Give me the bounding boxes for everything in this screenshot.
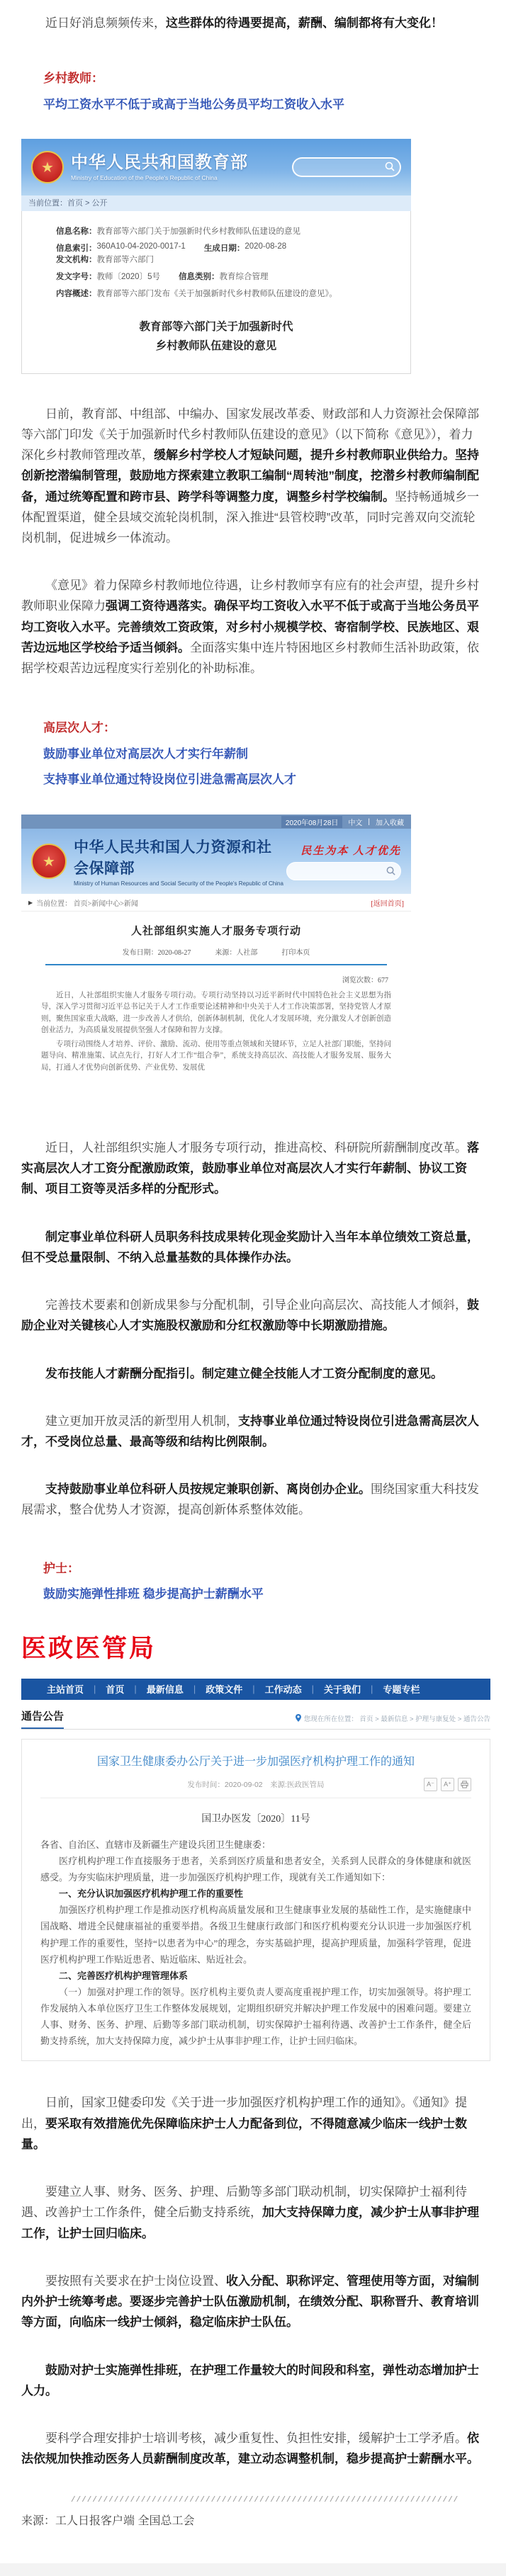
teachers-paragraph-1: 日前，教育部、中组部、中编办、国家发展改革委、财政部和人力资源社会保障部等六部门印发《关于加强新时代乡村教师队伍建设的意见》（以下简称《意见》），着力深化乡村教师管理改革，缓解乡村学校人才短缺问题，提升乡村教师职业供给力。坚持创新挖潜编制管理，鼓励地方探索建立教职工编制“周转池”制度，挖潜乡村教师编制配备，通过统筹配置和跨市县、跨学科等调整力度，调整乡村学校编制。坚持畅通城乡一体配置渠道，健全县域交流轮岗机制，深入推进“县管校聘”改革，同时完善双向交流轮岗机制，促进城乡一体流动。 <box>21 407 479 545</box>
nhc-toolbar <box>424 1778 471 1791</box>
mohrss-topbar-separator: | <box>368 817 370 826</box>
moe-screenshot <box>21 139 411 373</box>
mohrss-topbar <box>21 815 411 829</box>
nav-separator: | <box>371 1684 373 1695</box>
nhc-nav-item-latest-news[interactable]: 最新信息 <box>146 1684 184 1696</box>
nhc-brand-title: 医政医管局 <box>21 1634 157 1662</box>
mohrss-body-paragraph-2: 专项行动围绕人才培养、评价、激励、流动、使用等重点领域和关键环节，立足人社部门职能，坚持问题导向、精准施策、试点先行，打好人才工作“组合拳”，系统支持高层次、高技能人才服务发展、服务大局，打通人才优势向创新优势、产业优势、发展优 <box>41 1040 391 1072</box>
source-line: 来源：工人日报客户端 全国总工会 <box>21 2515 195 2528</box>
mohrss-org-name-en: Ministry of Human Resources and Social Security of the People's Republic of China <box>74 880 283 887</box>
nhc-nav-item-about-us[interactable]: 关于我们 <box>324 1684 361 1696</box>
nhc-section-row <box>21 1708 490 1730</box>
nhc-screenshot <box>21 1629 490 2062</box>
mohrss-date: 2020年08月28日 <box>281 816 343 828</box>
mohrss-favorite-link[interactable]: 加入收藏 <box>376 819 404 827</box>
national-emblem-icon: ★ <box>31 151 64 183</box>
moe-org-name-en: Ministry of Education of the People's Republic of China <box>71 174 218 182</box>
nhc-body-heading-1: 一、充分认识加强医疗机构护理工作的重要性 <box>59 1888 244 1900</box>
talents-paragraph-1: 近日，人社部组织实施人才服务专项行动，推进高校、科研院所薪酬制度改革。落实高层次人才工资分配激励政策，鼓励事业单位对高层次人才实行年薪制、协议工资制、项目工资等灵活多样的分配形式。 <box>21 1140 479 1196</box>
nhc-breadcrumb[interactable] <box>296 1713 490 1729</box>
moe-meta-value: 教育部等六部门 <box>96 256 154 265</box>
footer-bar <box>0 2563 506 2576</box>
national-emblem-icon: ★ <box>31 844 67 879</box>
section-talents-point-2: 支持事业单位通过特设岗位引进急需高层次人才 <box>43 773 296 787</box>
moe-meta-value: 教育部等六部门发布《关于加强新时代乡村教师队伍建设的意见》。 <box>96 290 337 299</box>
section-teachers-label: 乡村教师： <box>43 72 103 86</box>
mohrss-banner-right <box>286 843 401 880</box>
nav-separator: | <box>311 1684 315 1695</box>
mohrss-publish-date: 发布日期：2020-08-27 <box>122 949 191 958</box>
nhc-publish-meta: 发布时间：2020-09-02 来源:医政医管局 <box>187 1780 325 1789</box>
nurses-paragraph-5: 要科学合理安排护士培训考核，减少重复性、负担性安排，缓解护士工学矛盾。依法依规加快推动医务人员薪酬制度改革，建立动态调整机制，稳步提高护士薪酬水平。 <box>21 2432 479 2466</box>
nhc-document-card <box>21 1739 490 2062</box>
search-icon <box>384 161 395 172</box>
nav-separator: | <box>193 1684 196 1695</box>
talents-paragraph-4: 发布技能人才薪酬分配指引。制定建立健全技能人才工资分配制度的意见。 <box>45 1366 443 1380</box>
section-teachers-point: 平均工资水平不低于或高于当地公务员平均工资收入水平 <box>43 97 344 111</box>
nhc-salutation: 各省、自治区、直辖市及新疆生产建设兵团卫生健康委： <box>40 1839 271 1850</box>
moe-meta-value: 教师〔2020〕5号 <box>96 273 160 282</box>
mohrss-print-link[interactable]: 打印本页 <box>281 949 310 958</box>
nhc-body-heading-2: 二、完善医疗机构护理管理体系 <box>59 1970 189 1981</box>
spacer <box>0 1103 506 1137</box>
moe-banner <box>21 139 411 195</box>
crumb-arrow-icon: ▶ <box>28 899 33 906</box>
mohrss-divider-line <box>45 964 387 965</box>
nav-separator: | <box>252 1684 255 1695</box>
moe-meta-value: 教育综合管理 <box>219 273 269 282</box>
nurses-paragraph-1: 日前，国家卫健委印发《关于进一步加强医疗机构护理工作的通知》。《通知》提出，要采取有效措施优先保障临床护士人力配备到位，不得随意减少临床一线护士数量。 <box>21 2096 467 2151</box>
mohrss-breadcrumb[interactable]: 当前位置： 首页>新闻中心>新闻 <box>36 900 138 908</box>
section-nurses-point: 鼓励实施弹性排班 稳步提高护士薪酬水平 <box>43 1587 264 1601</box>
nhc-nav-item-main-home[interactable]: 主站首页 <box>47 1684 84 1696</box>
moe-meta-row-number <box>56 271 410 282</box>
moe-meta-label: 发文字号： <box>56 273 97 282</box>
mohrss-banner <box>21 829 411 894</box>
printer-icon <box>461 1781 468 1788</box>
location-pin-icon <box>296 1714 301 1722</box>
section-talents-point-1: 鼓励事业单位对高层次人才实行年薪制 <box>43 747 248 761</box>
mohrss-document <box>21 912 411 1074</box>
search-icon <box>386 866 396 876</box>
moe-meta-value: 2020-08-28 <box>244 242 287 251</box>
mohrss-org-block <box>74 836 286 887</box>
nhc-body-paragraph-2: 加强医疗机构护理工作是推动医疗机构高质量发展和卫生健康事业发展的基础性工作，是实施健康中国战略、增进全民健康福祉的重要举措。各级卫生健康行政部门和医疗机构要充分认识进一步加强医疗机构护理工作的重要性，坚持“以患者为中心”的理念，夯实基础护理，提高护理质量，加强科学管理，促进医疗机构护理工作贴近患者、贴近临床、贴近社会。 <box>40 1905 471 1965</box>
teachers-paragraph-2: 《意见》着力保障乡村教师地位待遇，让乡村教师享有应有的社会声望，提升乡村教师职业保障力强调工资待遇落实。确保平均工资收入水平不低于或高于当地公务员平均工资收入水平。完善绩效工资政策，对乡村小规模学校、寄宿制学校、民族地区、艰苦边远地区学校给予适当倾斜。全面落实集中连片特困地区乡村教师生活补助政策，依据学校艰苦边远程度实行差别化的补助标准。 <box>21 579 479 676</box>
moe-meta-label: 发文机构： <box>56 256 97 265</box>
moe-meta-label: 信息类别： <box>178 273 220 282</box>
section-nurses-heading <box>21 1556 485 1608</box>
intro-paragraph: 近日好消息频频传来，这些群体的待遇要提高，薪酬、编制都将有大变化！ <box>45 16 443 30</box>
nhc-section-title: 通告公告 <box>21 1708 64 1729</box>
nhc-document-number: 国卫办医发〔2020〕11号 <box>201 1813 310 1825</box>
nhc-nav-item-home[interactable]: 首页 <box>106 1684 125 1696</box>
moe-meta-value: 教育部等六部门关于加强新时代乡村教师队伍建设的意见 <box>96 227 300 237</box>
moe-meta-label: 信息名称： <box>56 227 97 237</box>
moe-meta-label: 信息索引： <box>56 244 97 254</box>
mohrss-source: 来源：人社部 <box>215 949 258 958</box>
talents-paragraph-5: 建立更加开放灵活的新型用人机制，支持事业单位通过特设岗位引进急需高层次人才，不受岗位总量、最高等级和结构比例限制。 <box>21 1414 479 1448</box>
mohrss-slogan: 民生为本 人才优先 <box>300 845 401 857</box>
moe-org-block <box>71 154 248 181</box>
talents-paragraph-2: 制定事业单位科研人员职务科技成果转化现金奖励计入当年本单位绩效工资总量，但不受总量限制、不纳入总量基数的具体操作办法。 <box>21 1230 479 1264</box>
moe-breadcrumb[interactable]: 当前位置：首页 > 公开 <box>21 195 411 211</box>
nhc-document-body <box>40 1837 471 2050</box>
moe-meta-label: 生成日期： <box>203 244 245 254</box>
moe-document-title-line2: 乡村教师队伍建设的意见 <box>155 340 277 353</box>
moe-meta-label: 内容概述： <box>56 290 97 299</box>
moe-search-input[interactable] <box>292 157 401 177</box>
moe-document-title-line1: 教育部等六部门关于加强新时代 <box>139 321 293 334</box>
section-nurses-label: 护士： <box>43 1561 79 1575</box>
nhc-nav-item-policy-documents[interactable]: 政策文件 <box>206 1684 243 1696</box>
section-teachers-heading <box>21 66 485 118</box>
nhc-document-meta <box>40 1779 471 1792</box>
font-larger-button[interactable]: A⁺ <box>441 1778 454 1791</box>
nav-separator: | <box>94 1684 96 1695</box>
nurses-paragraph-2: 要建立人事、财务、医务、护理、后勤等多部门联动机制，切实保障护士福利待遇、改善护士工作条件，健全后勤支持系统，加大支持保障力度，减少护士从事非护理工作，让护士回归临床。 <box>21 2185 479 2240</box>
nav-separator: | <box>134 1684 137 1695</box>
nhc-document-title: 国家卫生健康委办公厅关于进一步加强医疗机构护理工作的通知 <box>96 1755 415 1768</box>
nurses-paragraph-3: 要按照有关要求在护士岗位设置、收入分配、职称评定、管理使用等方面，对编制内外护士统筹考虑。要逐步完善护士队伍激励机制，在绩效分配、职称晋升、教育培训等方面，向临床一线护士倾斜，稳定临床护士队伍。 <box>21 2274 479 2330</box>
mohrss-org-name-cn: 中华人民共和国人力资源和社会保障部 <box>74 839 272 878</box>
moe-meta-row-summary <box>56 288 410 299</box>
nhc-nav-item-work-updates[interactable]: 工作动态 <box>264 1684 302 1696</box>
mohrss-screenshot <box>21 815 411 1074</box>
mohrss-lang-link[interactable]: 中文 <box>348 819 363 827</box>
mohrss-breadcrumb-row <box>21 894 411 912</box>
mohrss-document-body <box>41 990 391 1074</box>
font-smaller-button[interactable]: A⁻ <box>424 1778 437 1791</box>
mohrss-document-title: 人社部组织实施人才服务专项行动 <box>130 926 301 938</box>
nhc-nav-bar <box>21 1679 490 1700</box>
mohrss-search-input[interactable] <box>286 862 401 880</box>
moe-document-title <box>22 317 410 356</box>
mohrss-body-paragraph-1: 近日，人社部组织实施人才服务专项行动。专项行动坚持以习近平新时代中国特色社会主义思想为指导，深入学习贯彻习近平总书记关于人才工作重要论述精神和中央关于人才工作决策部署，坚持党管人才原则，聚焦国家重大战略，进一步改善人才供给，创新体制机制，优化人才发展环境，充分激发人才创新创造创业活力，为高质量发展提供坚强人才保障和智力支撑。 <box>41 992 391 1034</box>
print-button[interactable] <box>458 1778 471 1791</box>
talents-paragraph-6: 支持鼓励事业单位科研人员按规定兼职创新、离岗创办企业。围绕国家重大科技发展需求，整合优势人才资源，提高创新体系整体效能。 <box>21 1482 479 1517</box>
mohrss-view-count: 浏览次数：677 <box>342 977 388 985</box>
nhc-body-paragraph-3: （一）加强对护理工作的领导。医疗机构主要负责人要高度重视护理工作，切实加强领导。将护理工作发展纳入本单位医疗卫生工作整体发展规划，定期组织研究并解决护理工作发展中的困难问题。要建立人事、财务、医务、护理、后勤等多部门联动机制，切实保障护士福利待遇、改善护士工作条件，健全后勤支持系统，加大支持保障力度，减少护士从事非护理工作，让护士回归临床。 <box>40 1986 471 2047</box>
moe-meta-row-name <box>56 225 410 237</box>
nhc-breadcrumb-text[interactable]: 您现在所在位置： 首页 > 最新信息 > 护理与康复处 > 通告公告 <box>303 1715 490 1723</box>
moe-document-card <box>21 211 411 373</box>
moe-meta-table <box>56 225 410 299</box>
nhc-nav-item-special-topics[interactable]: 专题专栏 <box>383 1684 420 1696</box>
moe-meta-value: 360A10-04-2020-0017-1 <box>96 242 186 251</box>
section-talents-heading <box>21 715 485 793</box>
nurses-paragraph-4: 鼓励对护士实施弹性排班，在护理工作量较大的时间段和科室，弹性动态增加护士人力。 <box>21 2363 479 2398</box>
section-talents-label: 高层次人才： <box>43 721 116 735</box>
mohrss-return-home-link[interactable]: [返回首页] <box>371 900 404 908</box>
moe-meta-row-index <box>56 242 410 265</box>
mohrss-document-meta <box>41 946 391 957</box>
talents-paragraph-3: 完善技术要素和创新成果参与分配机制，引导企业向高层次、高技能人才倾斜，鼓励企业对关键核心人才实施股权激励和分红权激励等中长期激励措施。 <box>21 1298 479 1333</box>
moe-org-name-cn: 中华人民共和国教育部 <box>71 152 248 172</box>
slash-divider: //////////////////////////////////////////////////////////////////////// <box>71 2496 459 2505</box>
nhc-body-paragraph-1: 医疗机构护理工作直接服务于患者，关系到医疗质量和患者安全，关系到人民群众的身体健康和就医感受。为夯实临床护理质量，进一步加强医疗机构护理工作，现就有关工作通知如下： <box>40 1855 471 1883</box>
